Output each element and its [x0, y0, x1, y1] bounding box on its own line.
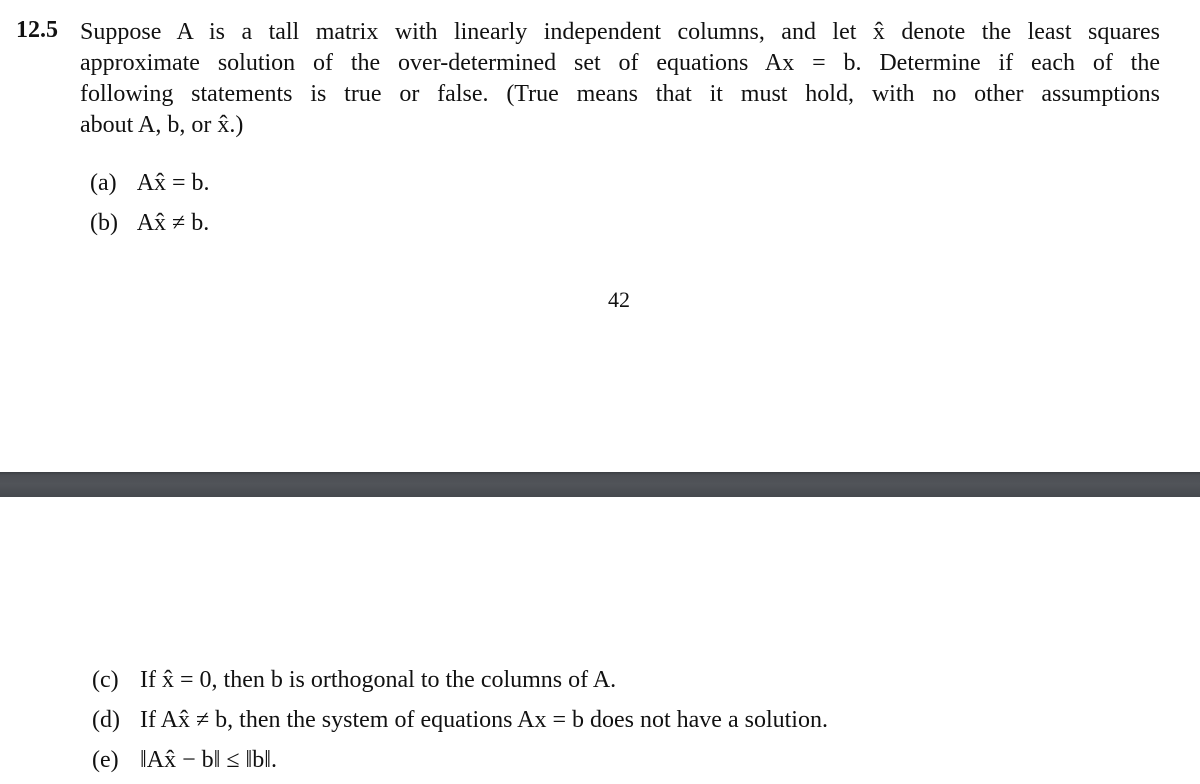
item-text: Ax̂ = b. — [136, 170, 210, 196]
page-bottom — [0, 497, 1200, 784]
problem-line: about A, b, or x̂.) — [80, 112, 244, 138]
page-number: 42 — [608, 287, 630, 312]
item-label: (c) — [92, 667, 119, 693]
item-b — [90, 210, 209, 237]
item-text: If Ax̂ ≠ b, then the system of equations Ax = b does not have a solution. — [140, 707, 828, 733]
item-label: (d) — [92, 707, 120, 733]
item-e — [92, 747, 277, 774]
item-d — [92, 707, 828, 734]
page-divider — [0, 472, 1200, 497]
item-label: (b) — [90, 210, 118, 236]
problem-line: following statements is true or false. (True means that it must hold, with no other assumptions — [80, 81, 1160, 107]
item-text: Ax̂ ≠ b. — [136, 210, 210, 236]
item-label: (a) — [90, 170, 117, 196]
item-text: If x̂ = 0, then b is orthogonal to the columns of A. — [140, 667, 617, 693]
item-a — [90, 170, 210, 197]
item-label: (e) — [92, 747, 119, 773]
problem-statement — [80, 17, 1160, 141]
item-text: ‖Ax̂ − b‖ ≤ ‖b‖. — [140, 747, 277, 773]
problem-number: 12.5 — [16, 17, 58, 43]
item-c — [92, 667, 616, 694]
problem-line: approximate solution of the over-determined set of equations Ax = b. Determine if each of the — [80, 50, 1160, 76]
problem-line: Suppose A is a tall matrix with linearly independent columns, and let x̂ denote the least squares — [80, 19, 1160, 45]
